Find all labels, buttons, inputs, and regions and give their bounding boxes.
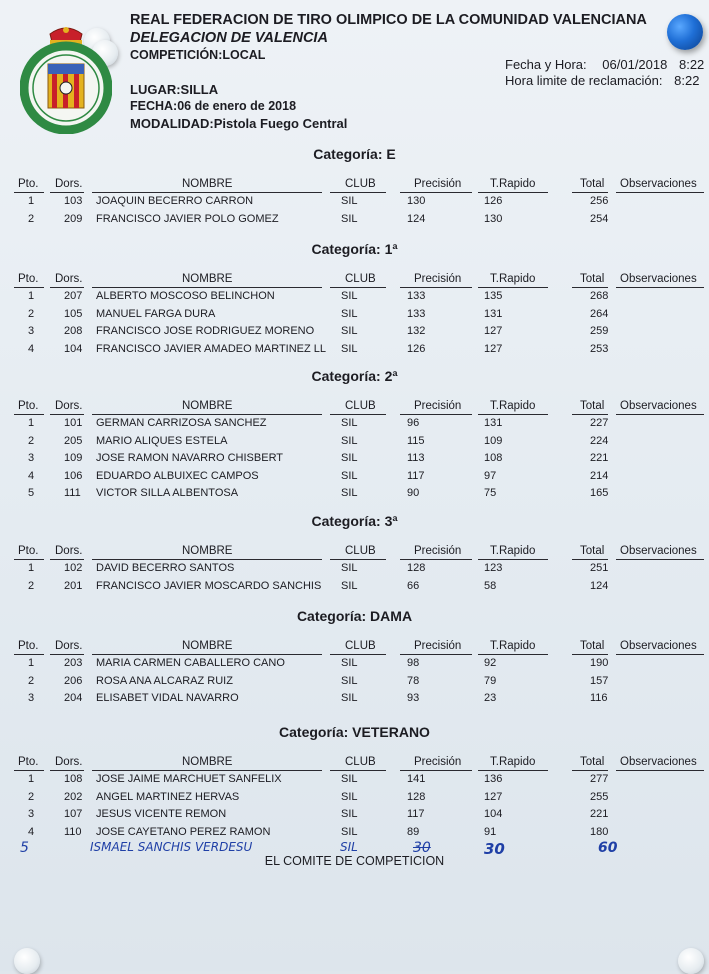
- category-title: Categoría: 1ª: [311, 241, 398, 257]
- column-header-nombre: NOMBRE: [182, 400, 233, 412]
- table-row: [0, 790, 709, 807]
- cell-rapido: 127: [484, 342, 503, 355]
- date-time-label: Fecha y Hora:: [505, 57, 587, 72]
- cell-total: 157: [590, 674, 609, 687]
- header-rule: [330, 654, 386, 655]
- cell-club: SIL: [341, 808, 358, 820]
- handwritten-total: 60: [598, 840, 618, 856]
- cell-dors: 208: [64, 325, 83, 337]
- column-header-club: CLUB: [345, 273, 376, 285]
- table-row: [0, 342, 709, 359]
- cell-pto: 2: [28, 579, 35, 592]
- category-title: Categoría: E: [313, 146, 396, 162]
- cell-rapido: 108: [484, 452, 503, 464]
- federation-title: REAL FEDERACION DE TIRO OLIMPICO DE LA COMUNIDAD VALENCIANA: [130, 12, 647, 28]
- cell-total: 190: [590, 657, 609, 669]
- committee-signature: EL COMITE DE COMPETICION: [264, 854, 445, 868]
- cell-total: 124: [590, 579, 609, 592]
- cell-club: SIL: [341, 773, 358, 785]
- cell-dors: 204: [64, 692, 83, 704]
- header-rule: [616, 287, 704, 288]
- cell-club: SIL: [341, 487, 358, 499]
- column-header-total: Total: [580, 756, 605, 768]
- table-row: [0, 674, 709, 691]
- cell-precision: 115: [407, 434, 425, 447]
- cell-total: 256: [590, 195, 609, 207]
- cell-dors: 104: [64, 342, 83, 355]
- cell-precision: 90: [407, 487, 420, 499]
- column-header-nombre: NOMBRE: [182, 640, 233, 652]
- cell-rapido: 127: [484, 325, 503, 337]
- header-rule: [50, 287, 84, 288]
- cell-rapido: 135: [484, 290, 503, 302]
- cell-pto: 3: [28, 808, 35, 820]
- white-pushpin-icon: [678, 948, 704, 974]
- column-header-pto: Pto.: [18, 273, 39, 285]
- cell-rapido: 91: [484, 825, 497, 838]
- header-rule: [330, 192, 386, 193]
- header-rule: [92, 770, 322, 771]
- column-header-obs: Observaciones: [620, 178, 697, 190]
- cell-pto: 2: [28, 790, 35, 803]
- column-header-precision: Precisión: [414, 756, 462, 768]
- header-rule: [330, 559, 386, 560]
- cell-precision: 128: [407, 562, 426, 574]
- header-rule: [92, 414, 322, 415]
- cell-club: SIL: [341, 342, 358, 355]
- header-rule: [14, 287, 44, 288]
- header-rule: [400, 414, 472, 415]
- cell-nombre: ROSA ANA ALCARAZ RUIZ: [96, 674, 233, 687]
- column-header-club: CLUB: [345, 400, 376, 412]
- column-header-total: Total: [580, 273, 605, 285]
- cell-rapido: 130: [484, 212, 503, 225]
- cell-club: SIL: [341, 307, 358, 320]
- cell-pto: 2: [28, 674, 35, 687]
- cell-pto: 4: [28, 342, 35, 355]
- cell-precision: 133: [407, 290, 426, 302]
- cell-precision: 126: [407, 342, 426, 355]
- cell-total: 227: [590, 417, 609, 429]
- cell-club: SIL: [341, 562, 358, 574]
- cell-nombre: JOSE CAYETANO PEREZ RAMON: [96, 825, 271, 838]
- table-row: [0, 486, 709, 503]
- header-rule: [330, 414, 386, 415]
- cell-precision: 117: [407, 469, 425, 482]
- blue-pushpin-icon: [667, 14, 703, 50]
- table-row: [0, 656, 709, 673]
- cell-precision: 78: [407, 674, 420, 687]
- cell-nombre: ALBERTO MOSCOSO BELINCHON: [96, 290, 275, 302]
- header-rule: [50, 770, 84, 771]
- cell-nombre: FRANCISCO JAVIER MOSCARDO SANCHIS: [96, 579, 322, 592]
- table-row: [0, 434, 709, 451]
- cell-precision: 89: [407, 825, 420, 838]
- cell-precision: 66: [407, 579, 420, 592]
- cell-dors: 102: [64, 562, 83, 574]
- cell-rapido: 123: [484, 562, 503, 574]
- cell-dors: 107: [64, 808, 83, 820]
- cell-dors: 205: [64, 434, 83, 447]
- header-rule: [572, 287, 608, 288]
- header-rule: [400, 654, 472, 655]
- cell-club: SIL: [341, 469, 358, 482]
- header-rule: [572, 414, 608, 415]
- table-row: [0, 416, 709, 433]
- cell-dors: 105: [64, 307, 83, 320]
- cell-total: 259: [590, 325, 609, 337]
- header-rule: [92, 654, 322, 655]
- cell-pto: 5: [28, 487, 35, 499]
- delegation-subtitle: DELEGACION DE VALENCIA: [130, 30, 328, 46]
- table-row: [0, 579, 709, 596]
- table-row: [0, 691, 709, 708]
- header-rule: [92, 192, 322, 193]
- column-header-club: CLUB: [345, 178, 376, 190]
- cell-rapido: 127: [484, 790, 503, 803]
- column-header-obs: Observaciones: [620, 756, 697, 768]
- header-rule: [330, 287, 386, 288]
- column-header-obs: Observaciones: [620, 273, 697, 285]
- cell-total: 254: [590, 212, 609, 225]
- cell-dors: 209: [64, 212, 83, 225]
- cell-dors: 111: [64, 487, 81, 499]
- column-header-total: Total: [580, 640, 605, 652]
- cell-club: SIL: [341, 692, 358, 704]
- table-row: [0, 194, 709, 211]
- header-rule: [50, 654, 84, 655]
- column-header-club: CLUB: [345, 545, 376, 557]
- column-header-dors: Dors.: [55, 756, 83, 768]
- header-rule: [400, 192, 472, 193]
- column-header-pto: Pto.: [18, 545, 39, 557]
- cell-nombre: MARIA CARMEN CABALLERO CANO: [96, 657, 285, 669]
- column-header-rapido: T.Rapido: [490, 178, 536, 190]
- cell-club: SIL: [341, 579, 358, 592]
- column-header-pto: Pto.: [18, 400, 39, 412]
- date-time-line: [505, 57, 704, 72]
- cell-nombre: JOSE RAMON NAVARRO CHISBERT: [96, 452, 284, 464]
- cell-precision: 130: [407, 195, 426, 207]
- cell-nombre: JOSE JAIME MARCHUET SANFELIX: [96, 773, 282, 785]
- header-rule: [92, 559, 322, 560]
- cell-club: SIL: [341, 212, 358, 225]
- cell-rapido: 97: [484, 469, 497, 482]
- header-rule: [400, 770, 472, 771]
- column-header-total: Total: [580, 178, 605, 190]
- handwritten-pto: 5: [20, 840, 29, 856]
- cell-nombre: MARIO ALIQUES ESTELA: [96, 434, 228, 447]
- column-header-nombre: NOMBRE: [182, 178, 233, 190]
- handwritten-name: ISMAEL SANCHIS VERDESU: [90, 840, 253, 854]
- header-rule: [572, 770, 608, 771]
- column-header-obs: Observaciones: [620, 400, 697, 412]
- cell-rapido: 136: [484, 773, 503, 785]
- cell-pto: 1: [28, 290, 35, 302]
- header-rule: [50, 414, 84, 415]
- column-header-rapido: T.Rapido: [490, 400, 536, 412]
- column-header-precision: Precisión: [414, 273, 462, 285]
- column-header-rapido: T.Rapido: [490, 273, 536, 285]
- cell-club: SIL: [341, 452, 358, 464]
- cell-rapido: 79: [484, 674, 497, 687]
- cell-club: SIL: [341, 790, 358, 803]
- column-header-dors: Dors.: [55, 178, 83, 190]
- cell-dors: 203: [64, 657, 83, 669]
- category-title: Categoría: 3ª: [311, 513, 398, 529]
- cell-nombre: MANUEL FARGA DURA: [96, 307, 216, 320]
- header-rule: [616, 770, 704, 771]
- header-rule: [572, 192, 608, 193]
- column-header-pto: Pto.: [18, 756, 39, 768]
- header-rule: [14, 654, 44, 655]
- header-rule: [14, 559, 44, 560]
- cell-club: SIL: [341, 434, 358, 447]
- cell-pto: 2: [28, 212, 35, 225]
- cell-pto: 1: [28, 417, 35, 429]
- column-header-obs: Observaciones: [620, 640, 697, 652]
- cell-nombre: VICTOR SILLA ALBENTOSA: [96, 487, 239, 499]
- cell-precision: 132: [407, 325, 426, 337]
- cell-pto: 1: [28, 773, 35, 785]
- cell-dors: 202: [64, 790, 83, 803]
- table-row: [0, 561, 709, 578]
- cell-club: SIL: [341, 825, 358, 838]
- cell-rapido: 75: [484, 487, 497, 499]
- cell-total: 264: [590, 307, 609, 320]
- cell-pto: 2: [28, 434, 35, 447]
- column-header-precision: Precisión: [414, 178, 462, 190]
- cell-dors: 103: [64, 195, 83, 207]
- cell-nombre: FRANCISCO JAVIER POLO GOMEZ: [96, 212, 279, 225]
- handwritten-rapido: 30: [484, 840, 505, 858]
- cell-club: SIL: [341, 290, 358, 302]
- header-rule: [50, 559, 84, 560]
- column-header-precision: Precisión: [414, 400, 462, 412]
- header-rule: [616, 654, 704, 655]
- header-rule: [50, 192, 84, 193]
- claim-deadline-line: [505, 73, 699, 88]
- column-header-dors: Dors.: [55, 400, 83, 412]
- header-rule: [14, 414, 44, 415]
- cell-rapido: 126: [484, 195, 503, 207]
- table-row: [0, 825, 709, 842]
- cell-pto: 3: [28, 692, 35, 704]
- cell-total: 224: [590, 434, 609, 447]
- cell-dors: 108: [64, 773, 83, 785]
- cell-pto: 1: [28, 195, 35, 207]
- cell-precision: 117: [407, 808, 425, 820]
- table-row: [0, 807, 709, 824]
- cell-club: SIL: [341, 657, 358, 669]
- cell-pto: 4: [28, 469, 35, 482]
- cell-dors: 101: [64, 417, 83, 429]
- cell-pto: 3: [28, 452, 35, 464]
- header-rule: [478, 770, 548, 771]
- cell-total: 221: [590, 452, 609, 464]
- cell-dors: 201: [64, 579, 83, 592]
- cell-rapido: 104: [484, 808, 503, 820]
- cell-club: SIL: [341, 195, 358, 207]
- venue: LUGAR:SILLA: [130, 82, 219, 97]
- column-header-rapido: T.Rapido: [490, 756, 536, 768]
- cell-precision: 98: [407, 657, 420, 669]
- cell-total: 180: [590, 825, 609, 838]
- header-rule: [14, 192, 44, 193]
- table-row: [0, 289, 709, 306]
- category-title: Categoría: 2ª: [311, 368, 398, 384]
- cell-pto: 1: [28, 657, 35, 669]
- cell-total: 255: [590, 790, 609, 803]
- cell-dors: 110: [64, 825, 82, 838]
- column-header-nombre: NOMBRE: [182, 756, 233, 768]
- cell-precision: 141: [407, 773, 426, 785]
- header-rule: [478, 192, 548, 193]
- handwritten-precision: 30: [413, 840, 431, 856]
- modality: MODALIDAD:Pistola Fuego Central: [130, 116, 348, 131]
- cell-nombre: EDUARDO ALBUIXEC CAMPOS: [96, 469, 259, 482]
- cell-total: 214: [590, 469, 609, 482]
- cell-rapido: 58: [484, 579, 497, 592]
- cell-club: SIL: [341, 325, 358, 337]
- cell-nombre: GERMAN CARRIZOSA SANCHEZ: [96, 417, 267, 429]
- table-row: [0, 324, 709, 341]
- table-row: [0, 212, 709, 229]
- cell-rapido: 131: [484, 307, 503, 320]
- cell-dors: 207: [64, 290, 83, 302]
- column-header-rapido: T.Rapido: [490, 640, 536, 652]
- category-title: Categoría: DAMA: [296, 608, 413, 624]
- claim-deadline-label: Hora limite de reclamación:: [505, 73, 663, 88]
- event-date: FECHA:06 de enero de 2018: [130, 99, 297, 113]
- competition-type: COMPETICIÓN:LOCAL: [130, 48, 266, 62]
- column-header-precision: Precisión: [414, 545, 462, 557]
- column-header-precision: Precisión: [414, 640, 462, 652]
- cell-total: 221: [590, 808, 609, 820]
- column-header-rapido: T.Rapido: [490, 545, 536, 557]
- date-time-value: 06/01/2018: [602, 57, 668, 72]
- handwritten-club: SIL: [340, 840, 358, 854]
- header-rule: [14, 770, 44, 771]
- cell-club: SIL: [341, 417, 358, 429]
- cell-pto: 1: [28, 562, 35, 574]
- white-pushpin-icon: [14, 948, 40, 974]
- header-rule: [616, 414, 704, 415]
- cell-pto: 3: [28, 325, 35, 337]
- cell-precision: 96: [407, 417, 420, 429]
- table-row: [0, 307, 709, 324]
- table-row: [0, 469, 709, 486]
- column-header-dors: Dors.: [55, 545, 83, 557]
- cell-nombre: ELISABET VIDAL NAVARRO: [96, 692, 239, 704]
- cell-dors: 206: [64, 674, 83, 687]
- cell-nombre: JOAQUIN BECERRO CARRON: [96, 195, 254, 207]
- header-rule: [616, 559, 704, 560]
- cell-dors: 106: [64, 469, 83, 482]
- header-rule: [572, 559, 608, 560]
- header-rule: [478, 414, 548, 415]
- header-rule: [478, 287, 548, 288]
- header-rule: [92, 287, 322, 288]
- table-row: [0, 451, 709, 468]
- header-rule: [572, 654, 608, 655]
- column-header-dors: Dors.: [55, 273, 83, 285]
- header-rule: [330, 770, 386, 771]
- cell-rapido: 23: [484, 692, 497, 704]
- cell-pto: 4: [28, 825, 35, 838]
- header-rule: [400, 287, 472, 288]
- cell-precision: 133: [407, 307, 426, 320]
- cell-total: 277: [590, 773, 609, 785]
- cell-nombre: DAVID BECERRO SANTOS: [96, 562, 235, 574]
- cell-precision: 93: [407, 692, 420, 704]
- column-header-obs: Observaciones: [620, 545, 697, 557]
- column-header-nombre: NOMBRE: [182, 545, 233, 557]
- cell-precision: 113: [407, 452, 425, 464]
- claim-deadline-time: 8:22: [674, 73, 700, 88]
- cell-total: 268: [590, 290, 609, 302]
- header-rule: [616, 192, 704, 193]
- header-rule: [478, 654, 548, 655]
- header-rule: [400, 559, 472, 560]
- cell-precision: 124: [407, 212, 426, 225]
- column-header-club: CLUB: [345, 756, 376, 768]
- cell-total: 165: [590, 487, 609, 499]
- column-header-pto: Pto.: [18, 178, 39, 190]
- category-title: Categoría: VETERANO: [279, 724, 430, 740]
- cell-total: 251: [590, 562, 609, 574]
- cell-rapido: 92: [484, 657, 497, 669]
- cell-nombre: FRANCISCO JOSE RODRIGUEZ MORENO: [96, 325, 315, 337]
- cell-rapido: 131: [484, 417, 503, 429]
- table-row: [0, 772, 709, 789]
- column-header-total: Total: [580, 545, 605, 557]
- cell-total: 253: [590, 342, 609, 355]
- cell-club: SIL: [341, 674, 358, 687]
- cell-nombre: JESUS VICENTE REMON: [96, 808, 227, 820]
- header-rule: [478, 559, 548, 560]
- cell-precision: 128: [407, 790, 426, 803]
- column-header-dors: Dors.: [55, 640, 83, 652]
- date-time-time: 8:22: [678, 57, 705, 72]
- cell-rapido: 109: [484, 434, 503, 447]
- column-header-pto: Pto.: [18, 640, 39, 652]
- cell-nombre: FRANCISCO JAVIER AMADEO MARTINEZ LL: [96, 342, 327, 355]
- cell-pto: 2: [28, 307, 35, 320]
- federation-crest-logo: [20, 22, 112, 134]
- cell-total: 116: [590, 692, 608, 704]
- cell-nombre: ANGEL MARTINEZ HERVAS: [96, 790, 240, 803]
- column-header-total: Total: [580, 400, 605, 412]
- column-header-club: CLUB: [345, 640, 376, 652]
- column-header-nombre: NOMBRE: [182, 273, 233, 285]
- cell-dors: 109: [64, 452, 83, 464]
